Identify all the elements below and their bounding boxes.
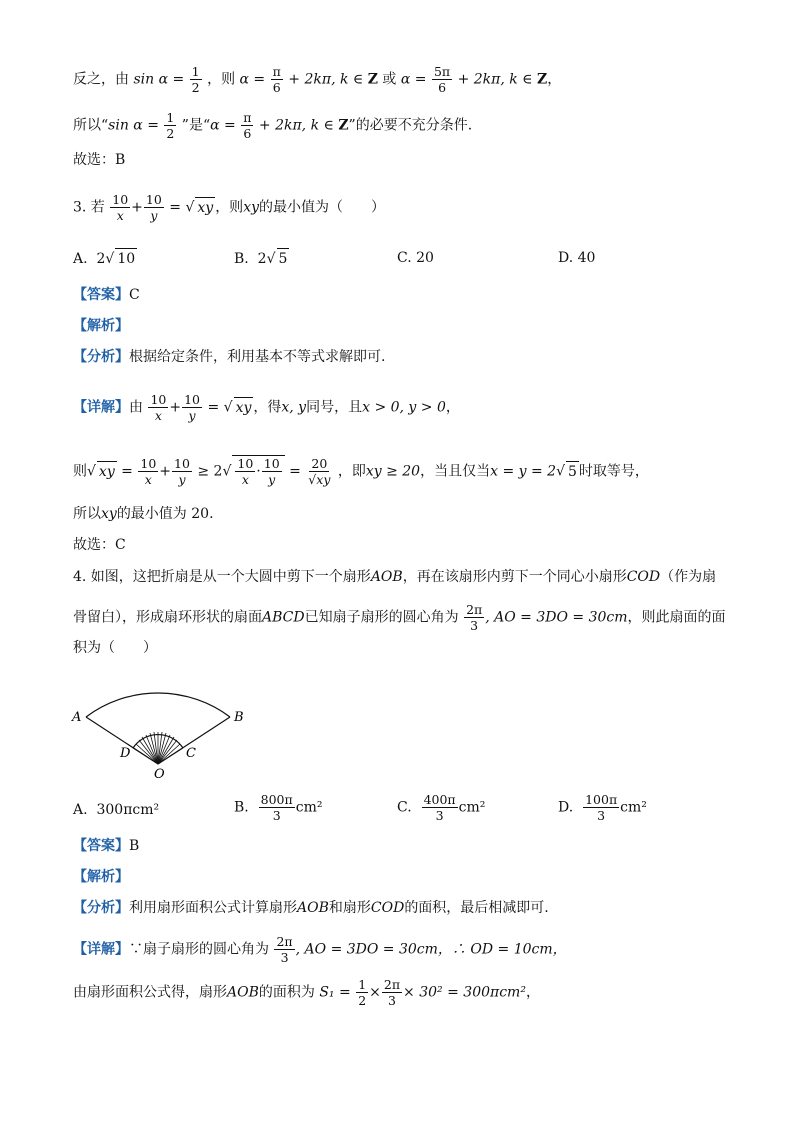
fenxi-4: 【分析】利用扇形面积公式计算扇形AOB和扇形COD的面积，最后相减即可. xyxy=(73,900,549,916)
answer-4: 【答案】B xyxy=(73,838,140,854)
outer-arc xyxy=(86,693,230,717)
fraction-pi-6: $\frac{\pi}{6}$ xyxy=(272,64,281,95)
fraction-5pi-6: $\frac{5\pi}{6}$ xyxy=(433,64,451,95)
text-line-converse: 反之，由 sin α = $\frac{1}{2}$ ，则 α = $\frac{\pi}{6}$ + 2kπ, k ∈ Z 或 α = $\frac{5\pi}{6}$ + 2kπ, k ∈ Z， xyxy=(73,64,562,95)
question-3: 3. 若 $\frac{10}{x}$ + $\frac{10}{y}$ = √ xy ，则xy的最小值为（ ） xyxy=(73,192,385,223)
choose-b: 故选：B xyxy=(73,152,126,168)
text-line-conclusion: 所以“sin α = $\frac{1}{2}$ ”是“α = $\frac{\pi}{6}$ + 2kπ, k ∈ Z”的必要不充分条件. xyxy=(73,110,473,141)
option-4a: A. 300πcm² xyxy=(73,802,160,818)
label-b: B xyxy=(234,710,244,725)
fan-figure xyxy=(60,668,260,783)
analysis-header-4: 【解析】 xyxy=(73,869,129,885)
analysis-header-3: 【解析】 xyxy=(73,318,129,334)
option-3d: D. 40 xyxy=(558,250,596,266)
fraction-half: $\frac{1}{2}$ xyxy=(191,64,200,95)
answer-3: 【答案】C xyxy=(73,287,140,303)
question-4-line1: 4. 如图，这把折扇是从一个大圆中剪下一个扇形AOB，再在该扇形内剪下一个同心小扇形COD（作为扇 xyxy=(73,569,717,585)
option-3c: C. 20 xyxy=(397,250,434,266)
option-3b: B. 2√ 5 xyxy=(234,248,289,269)
so-3: 所以xy的最小值为 20. xyxy=(73,506,214,522)
xiangjie-4a: 【详解】∵扇子扇形的圆心角为 $\frac{2\pi}{3}$ , AO = 3DO = 30cm，∴ OD = 10cm， xyxy=(73,934,567,965)
fan-ribs xyxy=(133,732,183,764)
label-c: C xyxy=(186,746,196,761)
xiangjie-3a: 【详解】由 $\frac{10}{x}$ + $\frac{10}{y}$ = √ xy ，得x, y同号，且x > 0, y > 0， xyxy=(73,392,460,423)
choose-c: 故选：C xyxy=(73,537,126,553)
option-4d: D. $\frac{100\pi}{3}$ cm² xyxy=(558,792,647,823)
question-4-line2: 骨留白），形成扇环形状的扇面ABCD已知扇子扇形的圆心角为 $\frac{2\pi}{3}$ , AO = 3DO = 30cm，则此扇面的面 xyxy=(73,602,726,633)
option-4b: B. $\frac{800\pi}{3}$ cm² xyxy=(234,792,323,823)
label-o: O xyxy=(154,767,165,782)
xiangjie-3b: 则√ xy = $\frac{10}{x}$ + $\frac{10}{y}$ ≥ 2√ $\frac{10}{x}$ · $\frac{10}{y}$ = $\frac{20}{√xy}$ ，即xy ≥ 20，当且仅当x = y = 2√ 5 时取等号， xyxy=(73,456,649,487)
option-3a: A. 2√ 10 xyxy=(73,248,137,269)
fenxi-3: 【分析】根据给定条件，利用基本不等式求解即可. xyxy=(73,349,386,365)
label-d: D xyxy=(120,746,131,761)
option-4c: C. $\frac{400\pi}{3}$ cm² xyxy=(397,792,486,823)
question-4-line3: 积为（ ） xyxy=(73,640,157,656)
xiangjie-4b: 由扇形面积公式得，扇形AOB的面积为 S₁ = $\frac{1}{2}$ × $\frac{2\pi}{3}$ × 30² = 300πcm²， xyxy=(73,977,540,1008)
label-a: A xyxy=(72,710,82,725)
